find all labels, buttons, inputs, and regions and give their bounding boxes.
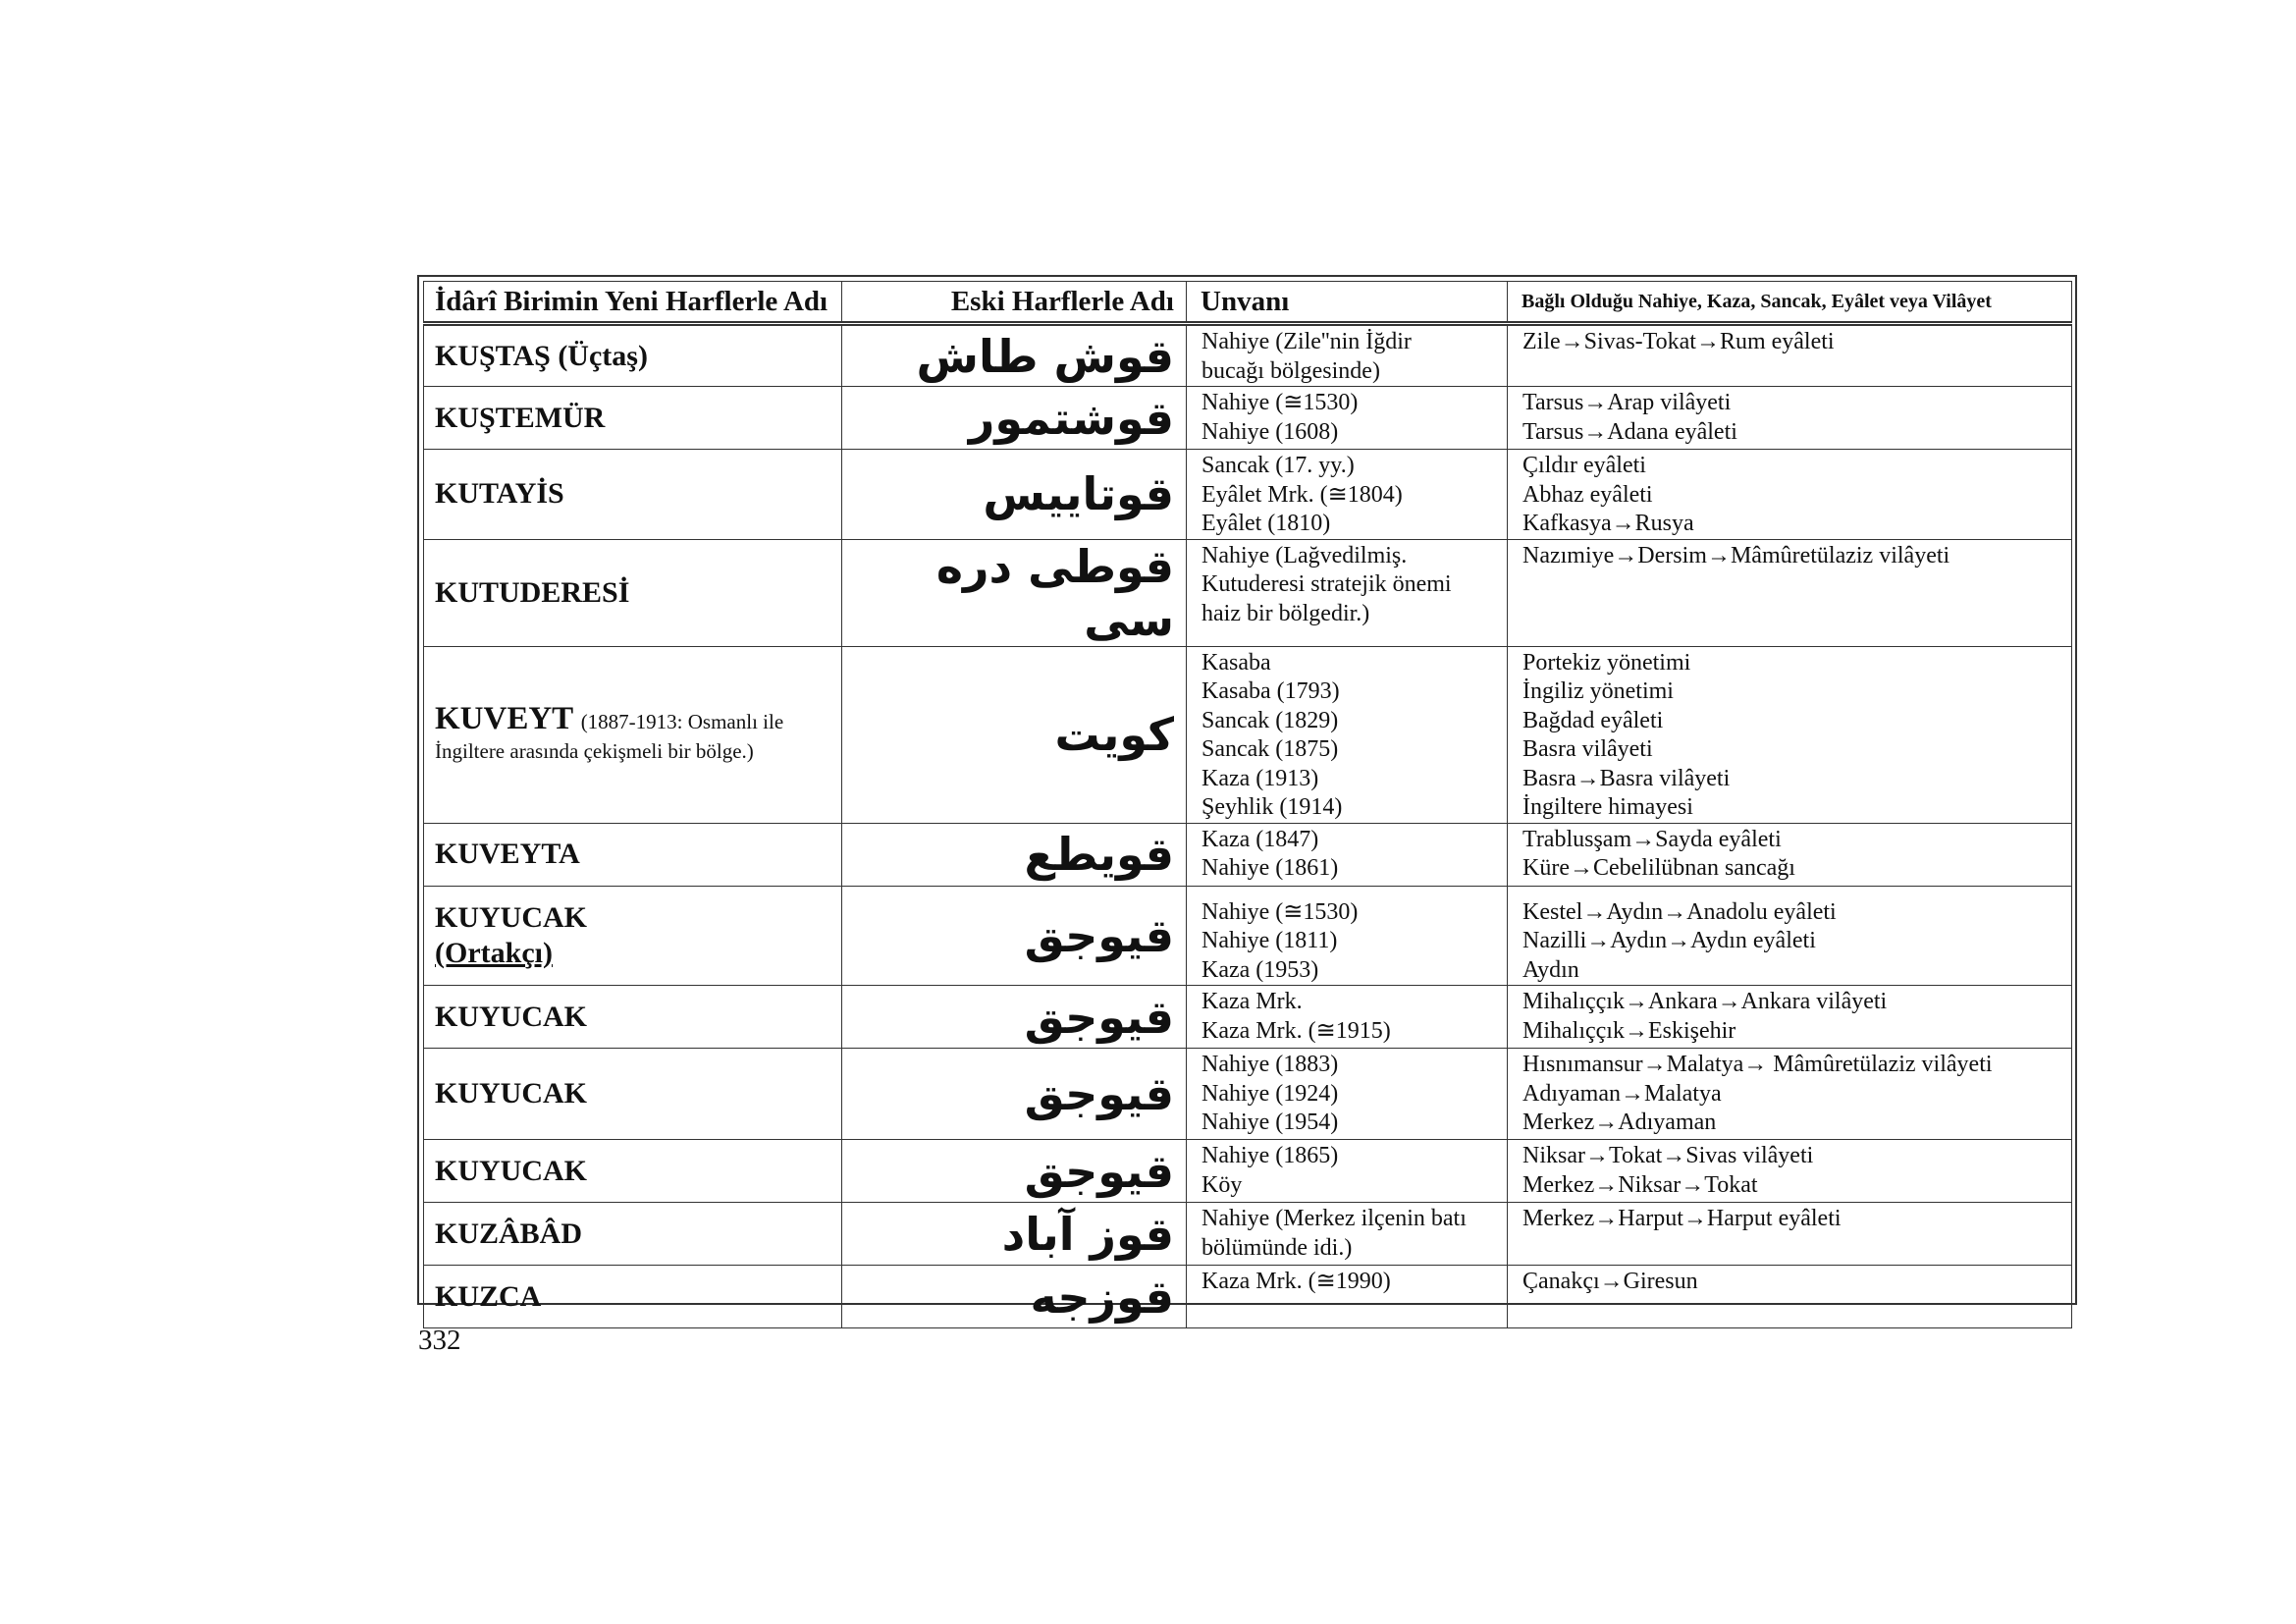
unit-title: Sancak (17. yy.) Eyâlet Mrk. (≅1804) Eyâlet (1810) [1187, 450, 1508, 540]
ottoman-name: قوزجه [842, 1266, 1187, 1328]
unit-affiliation: Hısnımansur→Malatya→ Mâmûretülaziz vilâyeti Adıyaman→Malatya Merkez→Adıyaman [1508, 1049, 2072, 1140]
unit-name-note: (1887-1913: Osmanlı ile İngiltere arasında çekişmeli bir bölge.) [435, 709, 784, 763]
table-row [424, 646, 2072, 823]
ottoman-name: قيوجق [842, 1049, 1187, 1140]
unit-affiliation: Kestel→Aydın→Anadolu eyâleti Nazilli→Aydın→Aydın eyâleti Aydın [1508, 886, 2072, 986]
unit-title: Nahiye (≅1530) Nahiye (1811) Kaza (1953) [1187, 886, 1508, 986]
table-row [424, 1266, 2072, 1328]
unit-title: Nahiye (Lağvedilmiş. Kutuderesi stratejik önemi haiz bir bölgedir.) [1187, 539, 1508, 646]
unit-title: Nahiye (Zile''nin İğdir bucağı bölgesinde) [1187, 324, 1508, 387]
ottoman-name: قوشتمور [842, 387, 1187, 450]
unit-affiliation: Niksar→Tokat→Sivas vilâyeti Merkez→Niksar→Tokat [1508, 1140, 2072, 1203]
unit-affiliation: Merkez→Harput→Harput eyâleti [1508, 1203, 2072, 1266]
unit-affiliation: Tarsus→Arap vilâyeti Tarsus→Adana eyâleti [1508, 387, 2072, 450]
page-number: 332 [418, 1325, 461, 1356]
ottoman-name: قيوجق [842, 1140, 1187, 1203]
table-row [424, 1049, 2072, 1140]
unit-affiliation: Mihalıççık→Ankara→Ankara vilâyeti Mihalıççık→Eskişehir [1508, 986, 2072, 1049]
unit-name: KUŞTAŞ (Üçtaş) [424, 324, 842, 387]
unit-title: Kasaba Kasaba (1793) Sancak (1829) Sancak (1875) Kaza (1913) Şeyhlik (1914) [1187, 646, 1508, 823]
unit-alt-name: (Ortakçı) [435, 936, 553, 969]
unit-title: Kaza Mrk. Kaza Mrk. (≅1915) [1187, 986, 1508, 1049]
unit-affiliation: Çanakçı→Giresun [1508, 1266, 2072, 1328]
unit-name: KUŞTEMÜR [424, 387, 842, 450]
table-row [424, 986, 2072, 1049]
unit-title: Nahiye (≅1530) Nahiye (1608) [1187, 387, 1508, 450]
ottoman-name: قيوجق [842, 986, 1187, 1049]
unit-title: Nahiye (1883) Nahiye (1924) Nahiye (1954) [1187, 1049, 1508, 1140]
header-title: Unvanı [1187, 282, 1508, 324]
unit-title: Nahiye (1865) Köy [1187, 1140, 1508, 1203]
table-row [424, 1203, 2072, 1266]
table-row [424, 387, 2072, 450]
unit-affiliation: Zile→Sivas-Tokat→Rum eyâleti [1508, 324, 2072, 387]
table-row [424, 886, 2072, 986]
table-row [424, 324, 2072, 387]
unit-name: KUZÂBÂD [424, 1203, 842, 1266]
unit-title: Nahiye (Merkez ilçenin batı bölümünde idi.) [1187, 1203, 1508, 1266]
ottoman-name: قوز آباد [842, 1203, 1187, 1266]
table-row [424, 450, 2072, 540]
table-row [424, 823, 2072, 886]
administrative-units-table [423, 281, 2072, 1328]
unit-title: Kaza Mrk. (≅1990) [1187, 1266, 1508, 1328]
unit-name: KUZCA [424, 1266, 842, 1328]
unit-name: KUTUDERESİ [424, 539, 842, 646]
ottoman-name: قويطع [842, 823, 1187, 886]
header-old-letters-name: Eski Harflerle Adı [842, 282, 1187, 324]
unit-name: KUYUCAK [424, 1049, 842, 1140]
unit-affiliation: Portekiz yönetimi İngiliz yönetimi Bağdad eyâleti Basra vilâyeti Basra→Basra vilâyeti İngiltere himayesi [1508, 646, 2072, 823]
ottoman-name: قوتاييس [842, 450, 1187, 540]
table-row [424, 539, 2072, 646]
unit-name: KUVEYT (1887-1913: Osmanlı ile İngiltere arasında çekişmeli bir bölge.) [424, 646, 842, 823]
ottoman-name: كويت [842, 646, 1187, 823]
table-header-row [424, 282, 2072, 324]
unit-name: KUYUCAK [424, 986, 842, 1049]
unit-affiliation: Trablusşam→Sayda eyâleti Küre→Cebelilübnan sancağı [1508, 823, 2072, 886]
header-affiliation: Bağlı Olduğu Nahiye, Kaza, Sancak, Eyâlet veya Vilâyet [1508, 282, 2072, 324]
unit-affiliation: Çıldır eyâleti Abhaz eyâleti Kafkasya→Rusya [1508, 450, 2072, 540]
ottoman-name: قوش طاش [842, 324, 1187, 387]
ottoman-name: قيوجق [842, 886, 1187, 986]
unit-name: KUYUCAK [424, 1140, 842, 1203]
unit-title: Kaza (1847) Nahiye (1861) [1187, 823, 1508, 886]
table-row [424, 1140, 2072, 1203]
unit-name: KUVEYTA [424, 823, 842, 886]
unit-name: KUYUCAK (Ortakçı) [424, 886, 842, 986]
unit-name: KUTAYİS [424, 450, 842, 540]
unit-affiliation: Nazımiye→Dersim→Mâmûretülaziz vilâyeti [1508, 539, 2072, 646]
ottoman-name: قوطى دره سى [842, 539, 1187, 646]
header-new-letters-name: İdârî Birimin Yeni Harflerle Adı [424, 282, 842, 324]
